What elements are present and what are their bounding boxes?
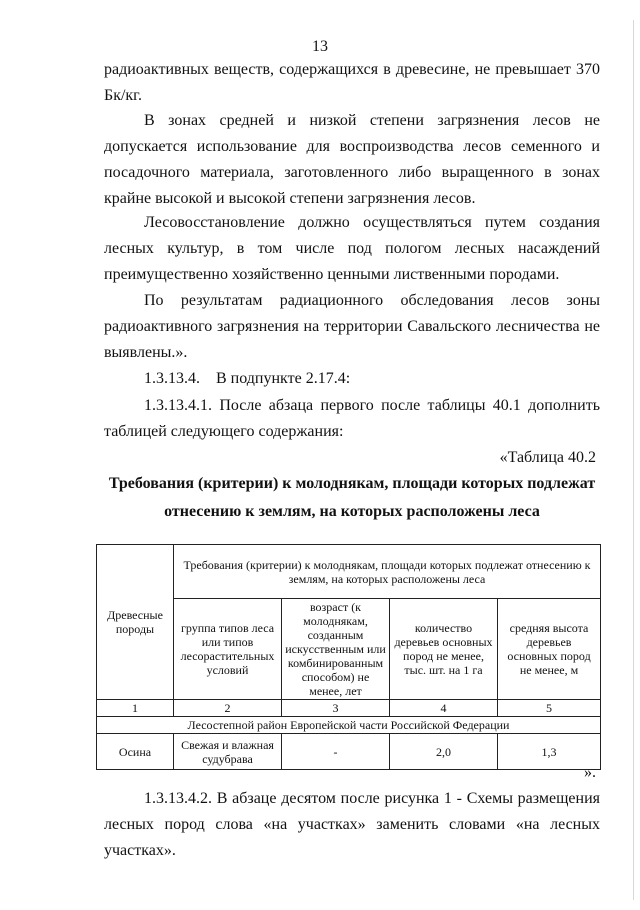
col-number: 4 xyxy=(390,700,498,717)
header-age: возраст (к молоднякам, созданным искусственным или комбинированным способом) не менее, лет xyxy=(282,599,390,700)
col-number: 2 xyxy=(174,700,282,717)
paragraph-2: В зонах средней и низкой степени загрязнения лесов не допускается использование для воспроизводства лесов семенного и посадочного материала, заготовленного либо выращенного в зонах крайне высокой и высокой степени загрязнения лесов. xyxy=(104,112,600,207)
header-forest-type: группа типов леса или типов лесорастительных условий xyxy=(174,599,282,700)
header-requirements: Требования (критерии) к молоднякам, площади которых подлежат отнесению к землям, на которых расположены леса xyxy=(174,545,601,599)
table-title: Требования (критерии) к молоднякам, площади которых подлежат отнесению к землям, на которых расположены леса xyxy=(108,475,596,520)
header-avg-height: средняя высота деревьев основных пород не менее, м xyxy=(498,599,601,700)
scan-edge-line xyxy=(633,20,634,900)
paragraph-4: По результатам радиационного обследования лесов зоны радиоактивного загрязнения на территории Савальского лесничества не выявлены.». xyxy=(104,292,600,361)
col-number: 5 xyxy=(498,700,601,717)
cell-tree-count: 2,0 xyxy=(390,734,498,770)
cell-species: Осина xyxy=(97,734,174,770)
paragraph-1: радиоактивных веществ, содержащихся в древесине, не превышает 370 Бк/кг. xyxy=(104,61,600,104)
table-caption: «Таблица 40.2 xyxy=(499,449,596,466)
table-closing-quote: ». xyxy=(584,764,596,781)
cell-avg-height: 1,3 xyxy=(498,734,601,770)
paragraph-3: Лесовосстановление должно осуществляться путем создания лесных культур, в том числе под пологом лесных насаждений преимущественно хозяйственно ценными лиственными породами. xyxy=(104,214,600,283)
paragraph-5: 1.3.13.4. В подпункте 2.17.4: xyxy=(144,370,351,387)
col-number: 1 xyxy=(97,700,174,717)
header-tree-count: количество деревьев основных пород не менее, тыс. шт. на 1 га xyxy=(390,599,498,700)
page-number: 13 xyxy=(312,38,328,55)
paragraph-6: 1.3.13.4.1. После абзаца первого после таблицы 40.1 дополнить таблицей следующего содержания: xyxy=(104,397,600,440)
paragraph-7: 1.3.13.4.2. В абзаце десятом после рисунка 1 - Схемы размещения лесных пород слова «на участках» заменить словами «на лесных участках». xyxy=(104,790,600,859)
header-tree-species: Древесные породы xyxy=(97,545,174,700)
region-row: Лесостепной район Европейской части Российской Федерации xyxy=(97,717,601,734)
cell-forest-type: Свежая и влажная судубрава xyxy=(174,734,282,770)
col-number: 3 xyxy=(282,700,390,717)
cell-age: - xyxy=(282,734,390,770)
requirements-table xyxy=(96,544,601,770)
